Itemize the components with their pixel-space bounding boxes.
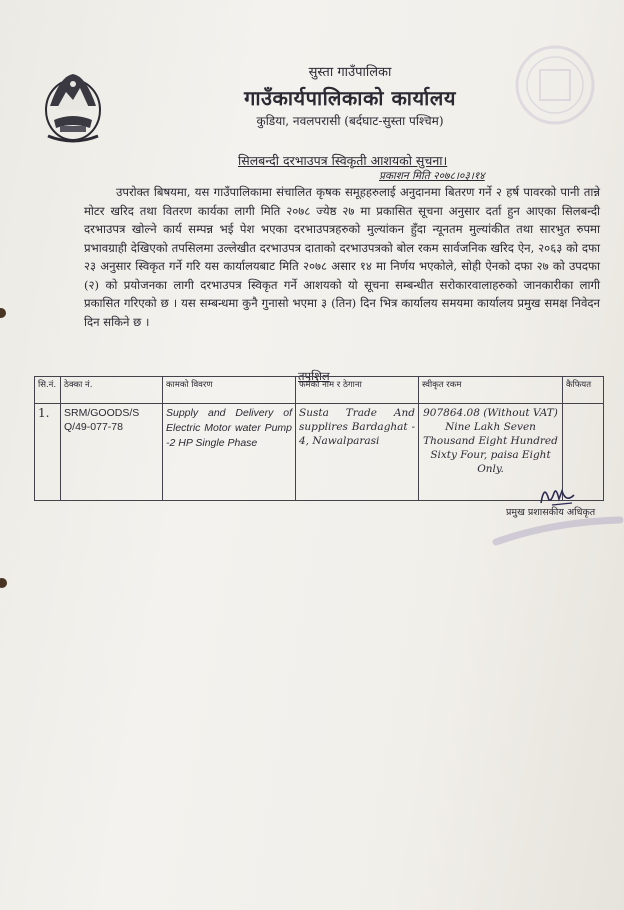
cell-sn: 1. xyxy=(35,404,61,501)
header-contract-no: ठेक्का नं. xyxy=(61,377,163,404)
cell-amount: 907864.08 (Without VAT) Nine Lakh Seven Thousand Eight Hundred Sixty Four, paisa Eight Only. xyxy=(419,404,563,501)
nepal-emblem-icon xyxy=(42,66,104,148)
table-header-row xyxy=(35,377,604,404)
header-amount: स्वीकृत रकम xyxy=(419,377,563,404)
header-remarks: कैफियत xyxy=(563,377,604,404)
notice-title: सिलबन्दी दरभाउपत्र स्विकृती आशयको सुचना। xyxy=(238,153,448,168)
cell-description: Supply and Delivery of Electric Motor water Pump -2 HP Single Phase xyxy=(163,404,296,501)
cell-contract-no: SRM/GOODS/S Q/49-077-78 xyxy=(61,404,163,501)
office-stamp-icon xyxy=(500,40,610,130)
office-address: कुडिया, नवलपरासी (बर्दघाट-सुस्ता पश्चिम) xyxy=(256,114,444,128)
punch-hole-icon xyxy=(0,308,6,318)
punch-hole-icon xyxy=(0,578,7,588)
header-description: कामको विवरण xyxy=(163,377,296,404)
header-firm: फर्मको नाम र ठेगाना xyxy=(296,377,419,404)
publish-date: प्रकाशन मिति २०७८।०३।१४ xyxy=(379,170,485,182)
details-table xyxy=(34,376,604,501)
header-sn: सि.नं. xyxy=(35,377,61,404)
cell-firm: Susta Trade And supplires Bardaghat - 4, Nawalparasi xyxy=(296,404,419,501)
office-name: गाउँकार्यपालिकाको कार्यालय xyxy=(244,86,456,110)
table-row xyxy=(35,404,604,501)
notice-body: उपरोक्त बिषयमा, यस गाउँपालिकामा संचालित कृषक समूहहरुलाई अनुदानमा बितरण गर्ने २ हर्ष पावरको पानी तान्ने मोटर खरिद तथा वितरण कार्यका लागी मिति २०७८ ज्येष्ठ २७ मा प्रकासित सूचना अनुसार दर्ता हुन आएका सिलबन्दी दरभाउपत्र खोल्ने कार्य सम्पन्न भई पेश भएका दरभाउपत्रहरुको मुल्यांकन हुँदा न्यूनतम मुल्यांकीत तथा सारभुत रुपमा प्रभावग्राही देखिएको तपसिलमा उल्लेखीत दरभाउपत्र दाताको दरभाउपत्रको बोल रकम सार्वजनिक खरिद ऐन, २०६३ को दफा २३ अनुसार स्विकृत गर्ने गरि यस कार्यालयबाट मिति २०७८ असार १४ मा निर्णय भएकोले, सोही ऐनको दफा २७ को उपदफा (२) को प्रयोजनका लागी दरभाउपत्र स्विकृत गर्ने आशयको यो सूचना सम्बन्धीत सरोकारवालाहरुको जानकारीका लागी प्रकासित गरिएको छ । यस सम्बन्धमा कुनै गुनासो भएमा ३ (तिन) दिन भित्र कार्यालय समयमा कार्यालय प्रमुख समक्ष निवेदन दिन सकिने छ । xyxy=(84,185,600,329)
municipality-name: सुस्ता गाउँपालिका xyxy=(308,65,392,80)
signatory-title: प्रमुख प्रशासकीय अधिकृत xyxy=(506,507,596,518)
designation-stamp-icon xyxy=(492,512,624,552)
table-caption: तपशिल xyxy=(298,369,330,383)
